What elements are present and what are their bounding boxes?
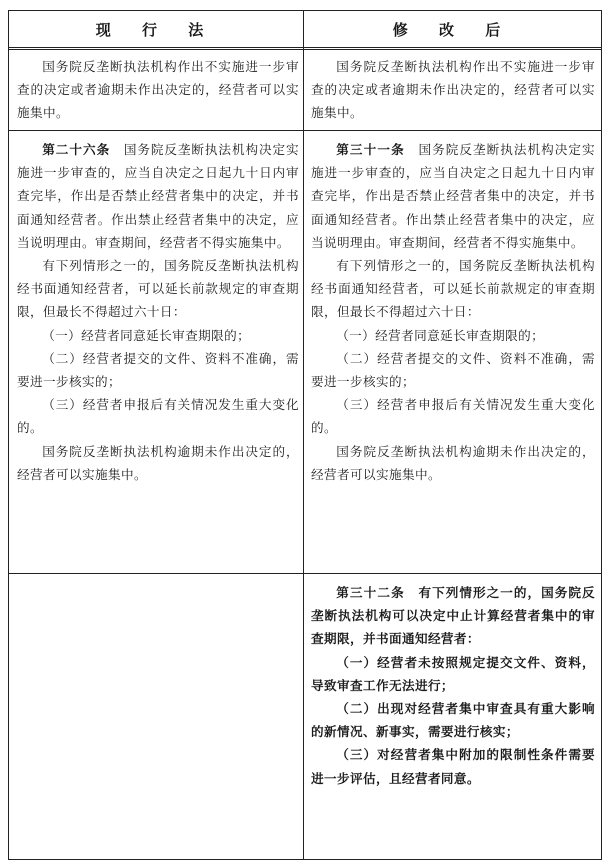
article-32-heading: 第三十二条 [336,585,405,600]
article-26-item2: （二）经营者提交的文件、资料不准确，需要进一步核实的； [17,350,299,390]
row-divider-1 [9,130,601,131]
row1-revised-text [311,55,595,125]
article-26-p2: 有下列情形之一的，国务院反垄断执法机构经书面通知经营者，可以延长前款规定的审查期限，但最长不得超过六十日： [17,258,299,320]
article-32-revised [311,581,595,790]
article-32-item1: （一）经营者未按照规定提交文件、资料，导致审查工作无法进行； [311,654,595,693]
article-26-heading: 第二十六条 [42,142,111,157]
article-26-item1: （一）经营者同意延长审查期限的； [42,327,251,343]
comparison-table [8,10,602,860]
article-26-p1: 国务院反垄断执法机构决定实施进一步审查的，应当自决定之日起九十日内审查完毕，作出是否禁止经营者集中的决定，并书面通知经营者。作出禁止经营者集中的决定，应当说明理由。审查期间，经营者不得实施集中。 [17,142,300,250]
article-26-item3: （三）经营者申报后有关情况发生重大变化的。 [17,397,299,436]
row1-left-paragraph: 国务院反垄断执法机构作出不实施进一步审查的决定或者逾期未作出决定的，经营者可以实施集中。 [17,59,299,121]
article-26-current [17,138,299,486]
row-divider-2 [9,573,601,574]
article-31-p2: 有下列情形之一的，国务院反垄断执法机构经书面通知经营者，可以延长前款规定的审查期限，但最长不得超过六十日： [311,258,595,320]
header-revised: 修 改 后 [392,20,514,39]
article-32-item3: （三）对经营者集中附加的限制性条件需要进一步评估，且经营者同意。 [311,747,595,786]
article-31-item3: （三）经营者申报后有关情况发生重大变化的。 [311,397,595,436]
article-26-p6: 国务院反垄断执法机构逾期未作出决定的，经营者可以实施集中。 [17,443,299,482]
article-32-item2: （二）出现对经营者集中审查具有重大影响的新情况、新事实，需要进行核实； [311,701,595,740]
column-divider [303,11,304,859]
row1-current-text [17,55,299,125]
article-31-item2: （二）经营者提交的文件、资料不准确，需要进一步核实的； [311,350,595,390]
article-31-revised [311,138,595,486]
article-31-p1: 国务院反垄断执法机构决定实施进一步审查的，应当自决定之日起九十日内审查完毕，作出是否禁止经营者集中的决定，并书面通知经营者。作出禁止经营者集中的决定，应当说明理由。审查期间，经营者不得实施集中。 [311,142,596,250]
header-current-law: 现 行 法 [95,20,217,39]
article-32-p1: 有下列情形之一的，国务院反垄断执法机构可以决定中止计算经营者集中的审查期限，并书面通知经营者： [311,585,596,647]
article-31-heading: 第三十一条 [336,142,405,157]
header-divider [9,47,601,50]
article-31-p6: 国务院反垄断执法机构逾期未作出决定的，经营者可以实施集中。 [311,443,595,482]
article-31-item1: （一）经营者同意延长审查期限的； [336,327,545,343]
row1-right-paragraph: 国务院反垄断执法机构作出不实施进一步审查的决定或者逾期未作出决定的，经营者可以实施集中。 [311,59,595,121]
